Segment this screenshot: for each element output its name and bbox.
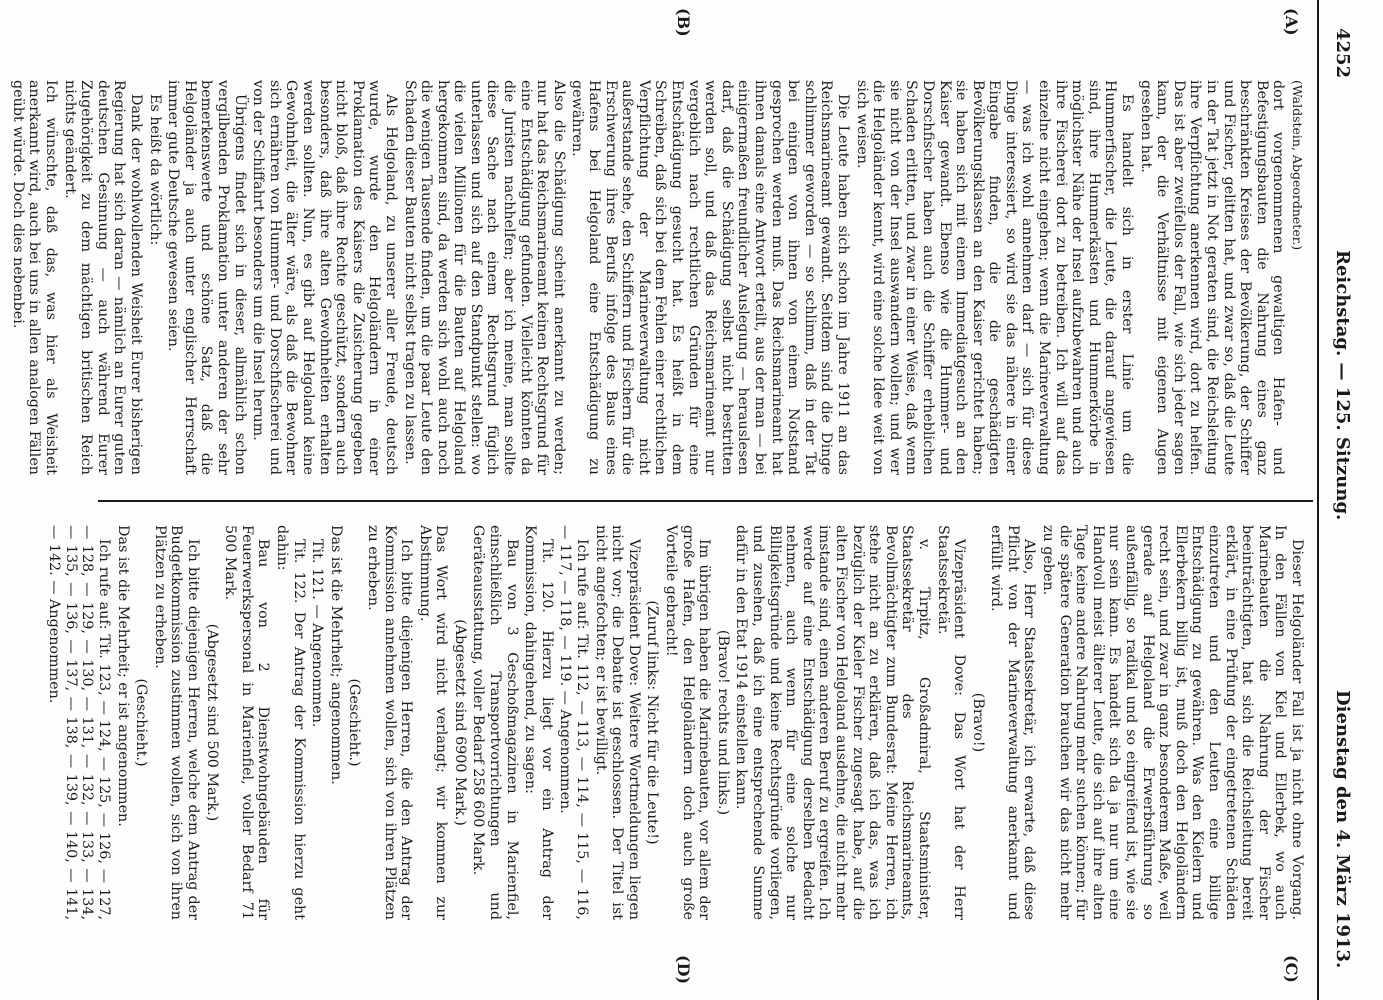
interjection: (Geschieht.) <box>133 678 150 767</box>
paragraph: Die Leute haben sich schon im Jahre 1911 an das Reichsmarineamt gewandt. Seitdem sind die Dinge schlimmer geworden — so schlimm, daß in der Tat bei einigen von ihnen von einem Notstand gesprochen werden muß. Das Reichsmarineamt hat ihnen damals eine Antwort erteilt, aus der man — bei einigermaßen freundlicher Auslegung — herauslesen darf, daß die Schädigung selbst nicht bestritten werden soll, und daß das Reichsmarineamt nur vergeblich nach rechtlichen Gründen für eine Entschädigung gesucht hat. Es heißt in dem Schreiben, daß sich bei dem Fehlen einer rechtlichen Verpflichtung der Marineverwaltung nicht außerstande sehe, den Schiffern und Fischern für die Erschwerung ihres Berufs infolge des Baus eines Hafens bei Helgoland eine Entschädigung zu gewähren. <box>569 80 851 475</box>
paragraph: Also, Herr Staatssekretär, ich erwarte, daß diese Pflicht von der Marineverwaltung anerkannt und erfüllt wird. <box>988 525 1038 920</box>
paragraph: Ich wünschte, daß das, was hier als Weisheit anerkannt wird, auch bei uns in allen analogen Fällen geübt würde. Doch dies nebenbei. <box>9 80 60 475</box>
header-rule <box>1317 0 1319 1000</box>
margin-marker-b: (B) <box>674 8 693 37</box>
paragraph: Dieser Helgoländer Fall ist ja nicht ohne Vorgang. In den Fällen von Kiel und Ellerbek, wo auch Marinebauten die Nahrung der Fischer beeinträchtigten, hat sich die Reichsleitung bereit erklärt, in eine Prüfung der eingetretenen Schäden einzutreten und den Leuten eine billige Entschädigung zu gewähren. Was den Kielern und Ellerbekern billig ist, muß doch den Helgoländern recht sein, und zwar in ganz besonderem Maße, weil gerade auf Helgoland die Erwerbsführung so außenfällig, so radikal und so eingreifend ist, wie sie nur sein kann. Es handelt sich da ja nur um eine Handvoll meist älterer Leute, die sich auf ihre alten Tage keine andere Nahrung mehr suchen können; für die spätere Generation brauchen wir das nicht mehr zu geben. <box>1040 525 1305 920</box>
paragraph: Ich rufe auf: Tit. 123, — 124, — 125, — 126, — 127, — 128, — 129, — 130, — 131, — 132, — 133, — 134, — 135, — 136, — 137, — 138, — 139, — 140, — 141, — 142. — Angenommen. <box>46 525 113 920</box>
paragraph: Ich bitte diejenigen Herren, welche dem Antrag der Budgetkommission zustimmen wollen, sich von ihren Plätzen zu erheben. <box>151 525 201 920</box>
paragraph: Das Wort wird nicht verlangt; wir kommen zur Abstimmung. <box>416 525 450 920</box>
speaker-paragraph: Vizepräsident Dove: Weitere Wortmeldungen liegen nicht vor; die Debatte ist geschlossen. Der Titel ist nicht angefochten; er ist bewilligt. <box>592 525 642 920</box>
paragraph: Als Helgoland, zu unserer aller Freude, deutsch wurde, wurde den Helgoländern in einer Proklamation des Kaisers die Zusicherung gegeben nicht bloß, daß ihre Rechte geschützt, sondern auch besonders, daß ihre alten Gewohnheiten erhalten werden sollten. Nun, es gibt auf Helgoland keine Gewohnheit, die älter wäre, als daß die Bewohner sich ernähren von Hummer- und Dorschfischerei und von der Schiffahrt besonders um die Insel herum. <box>250 80 399 475</box>
motion-note: (Abgesetzt sind 6900 Mark.) <box>451 619 468 826</box>
interjection: (Bravo!) <box>969 692 986 753</box>
motion-note: (Abgesetzt sind 500 Mark.) <box>203 623 220 822</box>
column-divider <box>98 500 1313 502</box>
left-text-column <box>9 80 1305 475</box>
speaker-paragraph: v. Tirpitz, Großadmiral, Staatsminister, Staatssekretär des Reichsmarineamts, Bevollmächtigter zum Bundesrat: Meine Herren, ich stehe nicht an zu erklären, daß ich das, was ich bezüglich der Kieler Fischer zugesagt habe, auf die alten Fischer von Helgoland ausdehne, die nicht mehr imstande sind, einen anderen Beruf zu ergreifen. Ich werde auf eine Entschädigung derselben Bedacht nehmen, auch wenn für eine solche nur Billigkeitsgründe und keine Rechtsgründe vorliegen, und zusehen, daß ich eine entsprechende Summe dafür in den Etat 1914 einstellen kann. <box>733 525 932 920</box>
paragraph: Das ist die Mehrheit; angenommen. <box>327 525 344 785</box>
paragraph: Also die Schädigung scheint anerkannt zu werden; nur hat das Reichsmarineamt keinen Rechtsgrund für eine Entschädigung gefunden. Vielleicht könnten da die Juristen nachhelfen; aber ich meine, man sollte diese Sache nach einem Rechtsgrund füglich unterlassen und sich auf den Standpunkt stellen: wo die vielen Millionen für die Bauten auf Helgoland hergekommen sind, da werden sich wohl auch noch die wenigen Tausende finden, um die paar Leute den Schaden dieser Bauten nicht selbst tragen zu lassen. <box>401 80 567 475</box>
paragraph: dort vorgenommenen gewaltigen Hafen- und Befestigungsbauten die Nahrung eines ganz beschränkten Kreises der Bevölkerung, der Schiffer und Fischer, gelitten hat, und zwar so, daß die Leute in der Tat jetzt in Not geraten sind, die Reichsleitung ihre Verpflichtung anerkennen wird, dort zu helfen. Das ist aber zweifellos der Fall, wie sich jeder sagen kann, der die Verhältnisse mit eigenen Augen gesehen hat. <box>1137 80 1287 475</box>
margin-marker-c: (C) <box>1282 955 1301 983</box>
paragraph: Tit. 122. Der Antrag der Kommission hierzu geht dahin: <box>273 525 307 920</box>
left-running-title: Reichstag. — 125. Sitzung. <box>1332 250 1353 521</box>
quoted-paragraph: Dank der wohlwollenden Weisheit Eurer bisherigen Regierung hat sich daran — nämlich an Eurer guten deutschen Gesinnung — auch während Eurer Zugehörigkeit zu dem mächtigen britischen Reich nichts geändert. <box>61 80 145 475</box>
paragraph: Das ist die Mehrheit; er ist angenommen. <box>114 525 131 827</box>
speaker-paragraph: Vizepräsident Dove: Das Wort hat der Herr Staatssekretär. <box>934 525 968 920</box>
paragraph: Ich bitte diejenigen Herren, die den Antrag der Kommission annehmen wollen, sich von ihren Plätzen zu erheben. <box>364 525 415 920</box>
paragraph: Ich rufe auf: Tit. 112, — 113, — 114, — 115, — 116, — 117, — 118, — 119. — Angenommen. <box>557 525 591 920</box>
right-running-title: Dienstag den 4. März 1913. <box>1332 690 1353 969</box>
paragraph: Es handelt sich in erster Linie um die Hummerfischer, die Leute, die darauf angewiesen sind, ihre Hummerkästen und Hummerkörbe in möglichster Nähe der Insel aufzubewahren und auch ihre Fischerei dort zu betreiben. Ich will auf das einzelne nicht eingehen; wenn die Marineverwaltung — was ich wohl annehmen darf — sich für diese Dinge interessiert, so wird sie das nähere in einer Eingabe finden, die die geschädigten Bevölkerungsklassen an den Kaiser gerichtet haben; sie haben sich mit einem Immediatgesuch an den Kaiser gewandt. Ebenso wie die Hummer- und Dorschfischer haben auch die Schiffer erheblichen Schaden erlitten, und zwar in einer Weise, daß wenn sie nicht von der Insel auswandern wollen; und wer die Helgoländer kennt, wird eine solche Idee weit von sich weisen. <box>853 80 1136 475</box>
motion-text: Bau von 2 Dienstwohngebäuden für Feuerwerkspersonal in Marienfiel, voller Bedarf 71 500 Mark. <box>222 525 272 920</box>
interjection: (Bravo! rechts und links.) <box>714 629 731 816</box>
right-text-column <box>46 525 1305 920</box>
margin-marker-d: (D) <box>674 955 693 985</box>
paragraph: Tit. 121. — Angenommen. <box>309 539 326 728</box>
margin-marker-a: (A) <box>1282 8 1301 36</box>
paragraph: Übrigens findet sich in dieser, allmählich schon vergilbenden Proklamation unter anderen der sehr bemerkenswerte und schöne Satz, daß die Helgoländer ja auch unter englischer Herrschaft immer gute Deutsche gewesen seien. <box>165 80 248 475</box>
interjection: (Geschieht.) <box>346 678 363 767</box>
speaker-attribution: (Waldstein, Abgeordneter.) <box>1290 80 1305 251</box>
page-number: 4252 <box>1332 28 1353 79</box>
paragraph: Tit. 120. Hierzu liegt vor ein Antrag der Kommission, dahingehend, zu sagen: <box>522 525 555 920</box>
paragraph: Es heißt da wörtlich: <box>146 94 163 246</box>
motion-text: Bau von 3 Geschoßmagazinen in Marienfiel, einschließlich Transportvorrichtungen und Geräteausstattung, voller Bedarf 258 600 Mark. <box>470 525 520 920</box>
page-header <box>1313 0 1383 1000</box>
interjection: (Zuruf links: Nicht für die Leute!) <box>644 600 661 845</box>
paragraph: Im übrigen haben die Marinebauten, vor allem der große Hafen, den Helgoländern doch auch große Vorteile gebracht! <box>663 525 713 920</box>
